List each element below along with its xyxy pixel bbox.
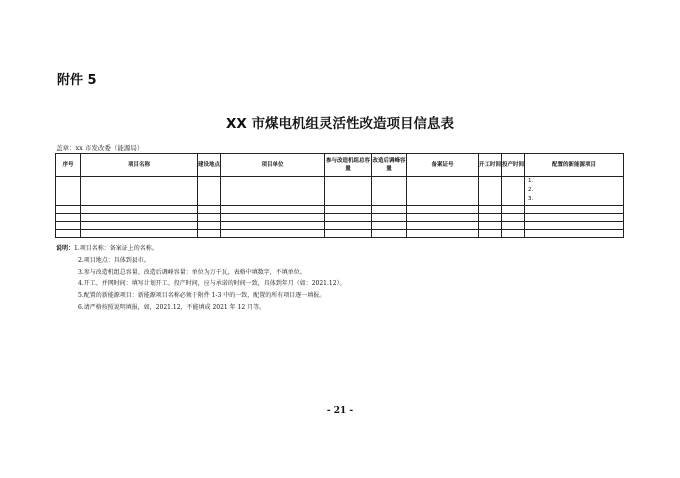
table-cell (221, 206, 325, 214)
header-unit: 项目单位 (221, 154, 325, 177)
table-cell (372, 222, 407, 230)
table-cell (479, 206, 502, 214)
table-header-row (56, 154, 624, 177)
table-cell (56, 214, 81, 222)
new-energy-item: 1. (528, 178, 534, 184)
new-energy-item: 3. (528, 196, 534, 202)
table-cell (502, 206, 525, 214)
table-cell (479, 222, 502, 230)
note-line: 2.项目地点：具体到县市。 (78, 256, 150, 264)
table-row (56, 222, 624, 230)
table-cell (198, 222, 221, 230)
table-cell (525, 222, 624, 230)
table-cell (502, 214, 525, 222)
table-cell (81, 230, 198, 238)
table-cell (525, 206, 624, 214)
table-cell (372, 214, 407, 222)
table-cell (479, 214, 502, 222)
table-cell (81, 177, 198, 206)
table-cell (56, 222, 81, 230)
table-cell (221, 214, 325, 222)
table-cell (325, 214, 372, 222)
table-row (56, 214, 624, 222)
page-title: XX 市煤电机组灵活性改造项目信息表 (225, 116, 455, 132)
table-cell (56, 177, 81, 206)
table-cell (325, 222, 372, 230)
table-cell (325, 177, 372, 206)
table-cell (221, 230, 325, 238)
table-cell (502, 222, 525, 230)
table-cell (198, 214, 221, 222)
table-cell (198, 206, 221, 214)
header-record-no: 备案证号 (407, 154, 479, 177)
attachment-label: 附件 5 (57, 73, 97, 88)
table-cell (502, 230, 525, 238)
table-cell (325, 206, 372, 214)
note-item: 1.项目名称：备案证上的名称。 (74, 245, 158, 252)
table-cell (525, 230, 624, 238)
notes-section (56, 243, 346, 314)
new-energy-item: 2. (528, 187, 534, 193)
note-line: 6.请严格按照说明填报，如，2021.12，不能填成 2021 年 12 月等。 (78, 303, 266, 311)
table-cell (198, 177, 221, 206)
table-cell (407, 177, 479, 206)
table-cell (479, 230, 502, 238)
table-cell (56, 230, 81, 238)
table-cell (372, 177, 407, 206)
table-cell (221, 177, 325, 206)
header-start-time: 开工时间 (479, 154, 502, 177)
note-line: 5.配置的新能源项目：新能源项目名称必须于附件 1-3 中的一致，配置的所有项目逐一填报。 (78, 292, 326, 300)
table-cell (372, 206, 407, 214)
table-row (56, 206, 624, 214)
table-cell (407, 214, 479, 222)
table-cell (81, 206, 198, 214)
table-cell (81, 222, 198, 230)
note-line (56, 243, 346, 255)
header-location: 建设地点 (198, 154, 221, 177)
stamp-line: 盖章：xx 市发改委（能源局） (56, 144, 144, 152)
table-cell (407, 206, 479, 214)
table-cell (372, 230, 407, 238)
table-cell (221, 222, 325, 230)
table-cell (407, 230, 479, 238)
project-info-table (55, 153, 624, 238)
table-row (56, 230, 624, 238)
table-cell (325, 230, 372, 238)
new-energy-list (525, 177, 624, 206)
header-project-name: 项目名称 (81, 154, 198, 177)
header-operation-time: 投产时间 (502, 154, 525, 177)
table-cell (56, 206, 81, 214)
note-line: 3.参与改造机组总容量、改造后调峰容量：单位为万千瓦，表格中填数字，不填单位。 (78, 268, 306, 276)
header-new-energy: 配置的新能源项目 (525, 154, 624, 177)
table-cell (502, 177, 525, 206)
header-capacity-before: 参与改造机组总容量 (325, 154, 372, 177)
table-cell (525, 214, 624, 222)
table-cell (198, 230, 221, 238)
table-cell (407, 222, 479, 230)
header-no: 序号 (56, 154, 81, 177)
page-number: - 21 - (326, 406, 354, 416)
header-capacity-after: 改造后调峰容量 (372, 154, 407, 177)
table-cell (81, 214, 198, 222)
notes-lead: 说明： (56, 245, 75, 252)
table-row (56, 177, 624, 206)
note-line: 4.开工、并网时间：填写计划开工、投产时间，应与承诺的时间一致，具体到年月（如：2021.12）。 (78, 280, 346, 288)
table-cell (479, 177, 502, 206)
